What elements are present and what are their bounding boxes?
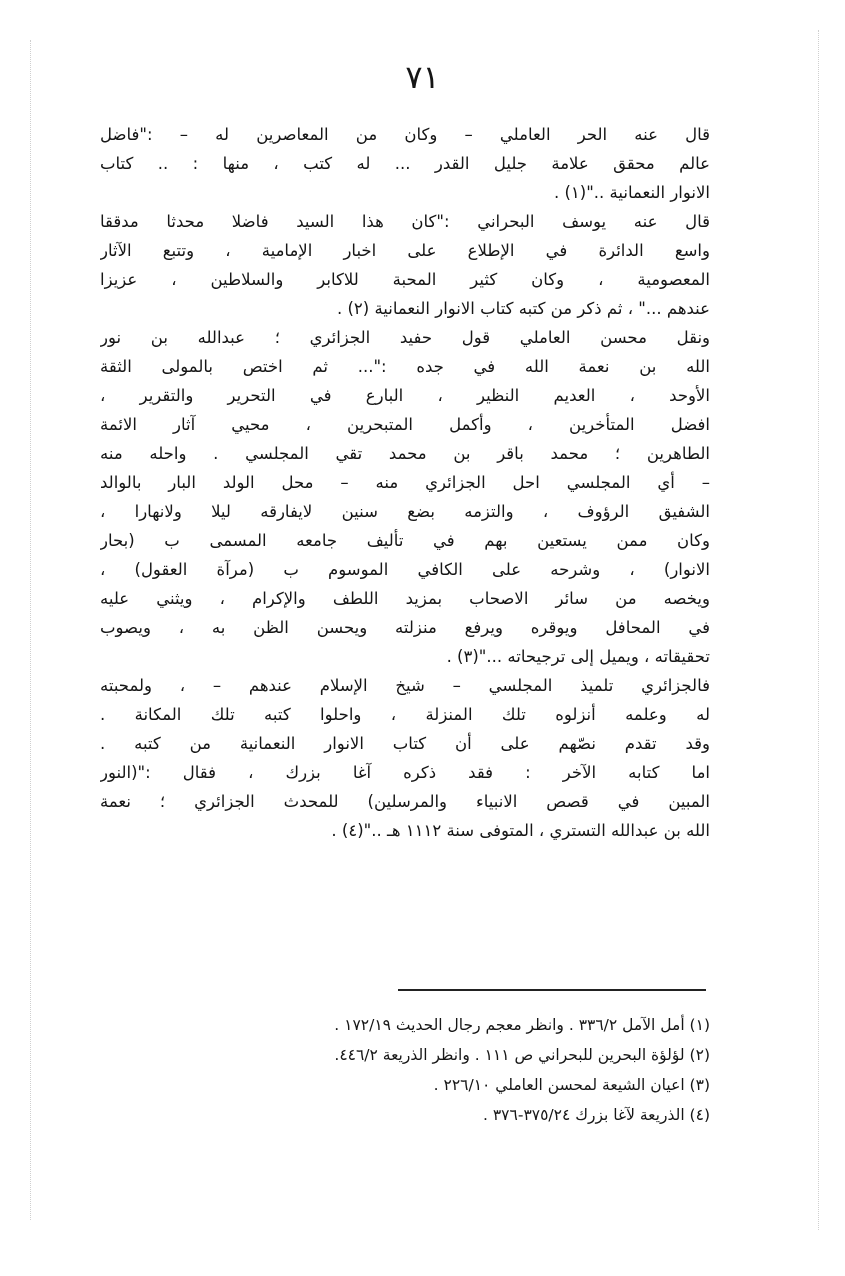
text-line: الله بن نعمة الله في جده :"... ثم اختص بالمولى الثقة [100,357,710,376]
scan-edge-left [30,40,32,1220]
page-number: ٧١ [405,58,440,96]
text-line: له وعلمه أنزلوه تلك المنزلة ، واحلوا كتبه تلك المكانة . [100,705,710,724]
text-line: المبين في قصص الانبياء والمرسلين) للمحدث الجزائري ؛ نعمة [100,792,710,811]
text-line: ويخصه من سائر الاصحاب بمزيد اللطف والإكرام ، ويثني عليه [100,589,710,608]
text-line: ونقل محسن العاملي قول حفيد الجزائري ؛ عبدالله بن نور [100,328,710,347]
text-line: فالجزائري تلميذ المجلسي – شيخ الإسلام عندهم – ، ولمحبته [100,676,710,695]
text-line: الأوحد ، العديم النظير ، البارع في التحرير والتقرير ، [100,386,710,405]
footnote-item: (٣) اعيان الشيعة لمحسن العاملي ٢٢٦/١٠ . [433,1076,710,1094]
text-line: تحقيقاته ، ويميل إلى ترجيحاته ..."(٣) . [446,647,710,666]
text-line: عندهم ..." ، ثم ذكر من كتبه كتاب الانوار النعمانية (٢) . [336,299,710,318]
text-line: – أي المجلسي احل الجزائري منه – محل الولد البار بالوالد [100,473,710,492]
text-line: في المحافل ويوقره ويرفع منزلته ويحسن الظن به ، ويصوب [100,618,710,637]
text-line: الانوار النعمانية .."(١) . [553,183,710,202]
text-line: افضل المتأخرين ، وأكمل المتبحرين ، محيي آثار الائمة [100,415,710,434]
text-line: وقد تقدم نصّهم على أن كتاب الانوار النعمانية من كتبه . [100,734,710,753]
text-line: الله بن عبدالله التستري ، المتوفى سنة ١١١٢ هـ .."(٤) . [331,821,710,840]
text-line: الانوار) ، وشرحه على الكافي الموسوم ب (مرآة العقول) ، [100,560,710,579]
text-line: الطاهرين ؛ محمد باقر بن محمد تقي المجلسي . واحله منه [100,444,710,463]
text-line: المعصومية ، وكان كثير المحبة للاكابر والسلاطين ، عزيزا [100,270,710,289]
text-line: اما كتابه الآخر : فقد ذكره آغا بزرك ، فقال :"(النور [100,763,710,782]
text-line: وكان ممن يستعين بهم في تأليف جامعه المسمى ب (بحار [100,531,710,550]
text-line: عالم محقق علامة جليل القدر ... له كتب ، منها : .. كتاب [100,154,710,173]
text-line: الشفيق الرؤوف ، والتزمه بضع سنين لايفارقه ليلا ولانهارا ، [100,502,710,521]
body-text [100,120,710,845]
scan-edge-right [818,30,820,1230]
text-line: واسع الدائرة في الإطلاع على اخبار الإمامية ، وتتبع الآثار [100,241,710,260]
footnote-item: (٤) الذريعة لآغا بزرك ٣٧٥/٢٤-٣٧٦ . [483,1106,710,1124]
footnote-item: (١) أمل الآمل ٣٣٦/٢ . وانظر معجم رجال الحديث ١٧٢/١٩ . [334,1016,710,1034]
text-line: قال عنه الحر العاملي – وكان من المعاصرين له – :"فاضل [100,125,710,144]
footnote-separator [398,989,706,991]
footnote-item: (٢) لؤلؤة البحرين للبحراني ص ١١١ . وانظر الذريعة ٤٤٦/٢. [334,1046,710,1064]
footnotes [100,1010,710,1130]
text-line: قال عنه يوسف البحراني :"كان هذا السيد فاضلا محدثا مدققا [100,212,710,231]
